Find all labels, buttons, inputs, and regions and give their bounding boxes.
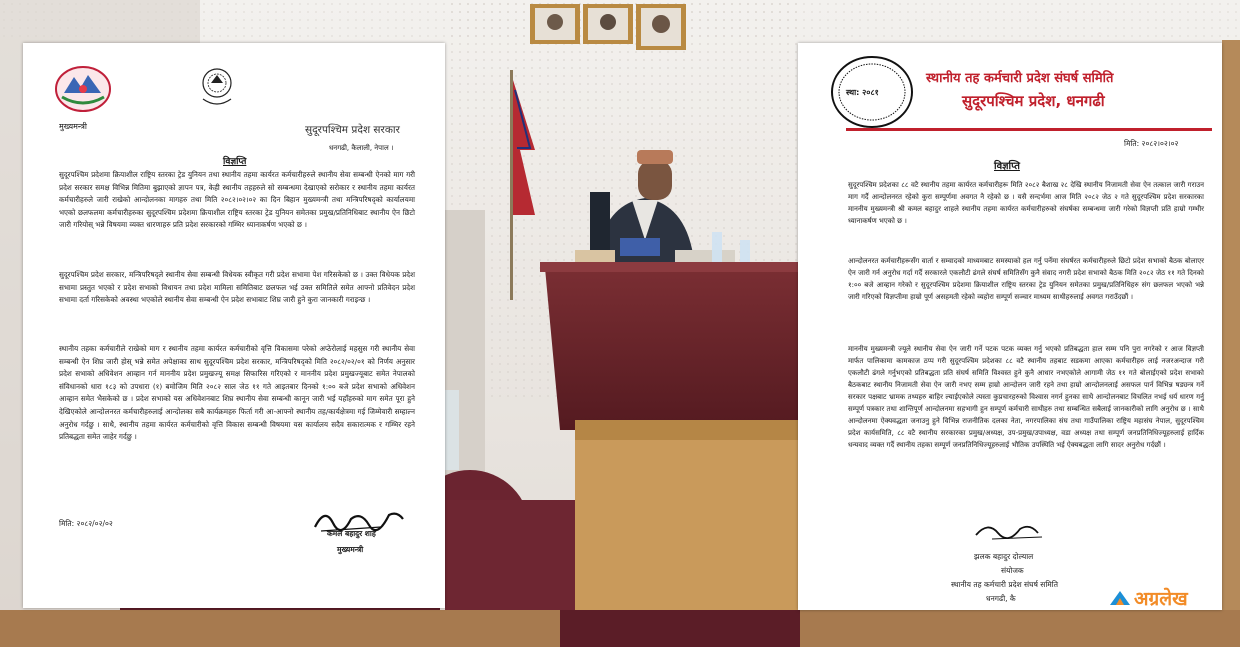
- watermark-text: अग्रलेख: [1134, 588, 1188, 610]
- province-emblem-icon: [54, 63, 112, 113]
- organization-name: स्थानीय तह कर्मचारी प्रदेश संघर्ष समिति: [926, 71, 1114, 86]
- paragraph-2: सुदूरपश्चिम प्रदेश सरकार, मन्त्रिपरिषद्ले स्थानीय सेवा सम्बन्धी विधेयक स्वीकृत गरी प्रदेश सभामा पेश गरिसकेको छ । उक्त विधेयक प्रदेश सभामा प्रस्तुत भएको र प्रदेश सभाको विधायन तथा प्रदेश मामिला समितिबाट छलफल भई उक्त समितिले समेत आफ्नो प्रतिवेदन प्रदेश सभामा दर्ता गरिसकेको अवस्था भएकोले स्थानीय सेवा सम्बन्धी ऐन प्रदेश सभाबाट शिघ्र जारी हुने कुरा जानकारी गराइन्छ ।: [59, 270, 415, 305]
- struggle-committee-press-release: [798, 43, 1222, 610]
- signatory-place: धनगढी, कै: [986, 594, 1016, 603]
- paragraph-3: माननीय मुख्यमन्त्री ज्यूले स्थानीय सेवा ऐन जारी गर्ने पटक पटक व्यक्त गर्नु भएको प्रतिबद्धता हाल सम्म पनि पुरा नगरेको र आज विज्ञप्ती मार्फत पालिकामा कामकाज ठप्प गरी सुदूरपश्चिम प्रदेशका ८८ वटै स्थानीय तहबाट सडकमा आएका कर्मचारीहरु लाई नजरअन्दाज गरी एकलौटी ढंगले गर्नुभएको प्रतिबद्धता प्रति संघर्ष समिति विश्वस्त हुने कुनै आधार नभएकोले आगामी जेठ ११ गते बोलाईएको प्रदेश सभाको बैठकबाट स्थानीय निजामती सेवा ऐन जारी नभए सम्म हाम्रो आन्दोलन जारी रहने तथा हाम्रो आन्दोलनलाई असफल पार्न विभिन्न षड्यन्त्र गर्ने सरकार पक्षबाट भ्रामक तथ्यहरु बाहिर ल्याईएकोले त्यस्ता कुप्रचारहरुको विश्वास नगर्न हुनका साथै आन्दोलनबाट विचलित नभई धर्य धारण गर्नु सम्पूर्ण पत्रकार तथा शान्तिपूर्ण आन्दोलनमा सहभागी हुन सम्पूर्ण कर्मचारी साथीहरु तथा सम्बन्धित सबैलाई जानकारीको लागि अनुरोध छ । साथै आन्दोलनमा ऐक्यवद्धता जनाउनु हुने विभिन्न राजनीतिक दलका नेता, नगरपालिका संघ तथा गाउँपालिका राष्ट्रिय महासंघ नेपाल, सुदूरपश्चिम प्रदेश कार्यसमिति, ८८ वटै स्थानीय सरकारका प्रमुख/अध्यक्ष, उप-प्रमुख/उपाध्यक्ष, वडा अध्यक्ष तथा सम्पूर्ण जनप्रतिनिधिज्यूहरुलाई हार्दिक धन्यवाद व्यक्त गर्दै स्थानीय तहका सम्पूर्ण जनप्रतिनिधिज्यूहरुलाई भौतिक उपस्थिति भई ऐक्यबद्धता लागि सादर अनुरोध गर्दछौं ।: [848, 345, 1204, 449]
- wall-portraits: [530, 4, 686, 50]
- office-address: धनगढी, कैलाली, नेपाल ।: [329, 144, 394, 152]
- paragraph-1: सुदूरपश्चिम प्रदेशका ८८ वटै स्थानीय तहमा कार्यरत कर्मचारीहरू मिति २०८२ बैशाख २८ देखि स्थानीय निजामती सेवा ऐन तत्काल जारी गराउन माग गर्दै आन्दोलनरत रहेको कुरा सम्पूर्णमा अवगत नै रहेको छ । यसै सन्दर्भमा आज मिति २०८२ जेठ २ गते सुदूरपश्चिम प्रदेश सरकारका माननीय मुख्यमन्त्री श्री कमल बहादुर शाहले स्थानीय तहमा कार्यरत कर्मचारीहरुको संघर्षका सम्बन्धमा जारी गरेको विज्ञप्ती प्रति हाम्रो गम्भीर ध्यानाकर्षण भएको छ ।: [848, 181, 1204, 225]
- signatory-title: मुख्यमन्त्री: [337, 545, 364, 554]
- organization-region: सुदूरपश्चिम प्रदेश, धनगढी: [962, 92, 1105, 110]
- nepal-government-seal-icon: [191, 61, 243, 111]
- signatory-title: संयोजक: [1001, 566, 1024, 575]
- header-left-caption: मुख्यमन्त्री: [59, 122, 87, 131]
- agralekh-watermark-logo: [1108, 583, 1228, 615]
- letter-date: मिति: २०८२/०२/०२: [59, 519, 113, 528]
- signature-image: [972, 517, 1052, 547]
- letter-title: विज्ञप्ति: [994, 161, 1020, 172]
- signatory-organization: स्थानीय तह कर्मचारी प्रदेश संघर्ष समिति: [951, 580, 1058, 589]
- paragraph-2: आन्दोलनरत कर्मचारीहरूसँग वार्ता र सम्वादको माध्यमबाट समस्याको हल गर्नु पर्नेमा संघर्षरत कर्मचारीहरुले छिटो प्रदेश सभाको बैठक बोलाएर ऐन जारी गर्न अनुरोध गर्दा गर्दै सरकारले एकलौटी ढंगले संघर्ष समितिसँग कुनै संवाद नगरी प्रदेश सभाको बैठक मिति २०८२ जेठ ११ गते दिनको १:०० बजे आव्हान गरेको र सुदूरपश्चिम प्रदेशमा क्रियाशील राष्ट्रिय स्तरका ट्रेड युनियन समेतका प्रमुख/प्रतिनिधिहरु संग छलफल भएको भन्ने जारी गरिएको विज्ञप्तीमा हाम्रो पूर्ण असहमती रहेको व्यहोरा सम्पूर्ण सञ्चार माध्यम साथीहरुलाई अवगत गराउँदछौं ।: [848, 257, 1204, 301]
- paragraph-1: सुदूरपश्चिम प्रदेशमा क्रियाशील राष्ट्रिय स्तरका ट्रेड युनियन तथा स्थानीय तहमा कार्यरत कर्मचारीहरुले स्थानीय सेवा सम्बन्धी ऐनको माग गरी प्रदेश सरकार समक्ष विभिन्न मितिमा बुझाएको ज्ञापन पत्र, केही स्थानीय तहहरुले सो सम्बन्धमा देखाएको सरोकार र स्थानीय तहमा कार्यरत कर्मचारीहरुले जारी राखेको आन्दोलनका मागहरु तथा मिति २०८२।०२।०२ का दिन बिहान मुख्यमन्त्री तथा मन्त्रिपरिषद्को कार्यालयमा भएको छलफलमा कर्मचारीहरुका सुदूरपश्चिम प्रदेशमा क्रियाशील राष्ट्रिय स्तरका ट्रेड युनियन समेतका प्रमुख/प्रतिनिधिबाट स्थानीय ऐन छिटो जारी गरियोस् भन्ने विषयमा व्यक्त धारणाहरु प्रति प्रदेश सरकारको गम्भिर ध्यानाकर्षण भएको छ ।: [59, 170, 415, 230]
- signatory-name: कमल बहादुर शाह: [327, 529, 376, 538]
- seal-text: स्था: २०८१: [846, 88, 879, 97]
- office-name: सुदूरपश्चिम प्रदेश सरकार: [305, 124, 400, 136]
- header-rule: [846, 128, 1212, 131]
- signatory-name: झलक बहादुर दोल्याल: [974, 552, 1034, 561]
- letter-date: मिति: २०८२।०२।०२: [1124, 139, 1179, 148]
- agralekh-logo-icon: [1108, 587, 1132, 611]
- chief-minister-press-release: [23, 43, 445, 608]
- paragraph-3: स्थानीय तहका कर्मचारीले राखेको माग र स्थानीय तहमा कार्यरत कर्मचारीको वृत्ति विकासमा परेको अप्ठेरोलाई महसुस गरी स्थानीय सेवा सम्बन्धी ऐन शिघ्र जारी होस् भन्ने समेत अपेक्षाका साथ सुदूरपश्चिम प्रदेश सरकार, मन्त्रिपरिषद्को मिति २०८२/०२/०१ को निर्णय अनुसार प्रदेश सभाको अधिवेशन आव्हान गर्न माननीय प्रदेश प्रमुखज्यू समक्ष सिफारिस गरिएको र माननीय प्रदेश प्रमुखज्यूबाट समेत नेपालको संविधानको धारा १८३ को उपधारा (१) बमोजिम मिति २०८२ साल जेठ ११ गते आइतबार दिनको १:०० बजे प्रदेश सभाको अधिवेशन आव्हान समेत भैसकेको छ । प्रदेश सभाको यस अधिवेशनबाट शिघ्र स्थानीय सेवा सम्बन्धी कानून जारी भई यहाँहरुको माग समेत पूरा हुने देखिएकोले आन्दोलनरत कर्मचारीहरुलाई आन्दोलका सबै कार्यक्रमहरु फिर्ता गरी आ-आफ्नो स्थानीय तह/कार्यक्षेत्रमा गई जिम्मेवारी सम्हाल्न अनुरोध गर्दछु । साथै, स्थानीय तहमा कार्यरत कर्मचारीको वृत्ति विकास सम्बन्धी विषयमा यस कार्यालय सदैव सकारात्मक र गम्भिर रहने प्रतिबद्धता समेत जाहेर गर्दछु ।: [59, 344, 415, 442]
- letter-title: विज्ञप्ति: [223, 157, 247, 167]
